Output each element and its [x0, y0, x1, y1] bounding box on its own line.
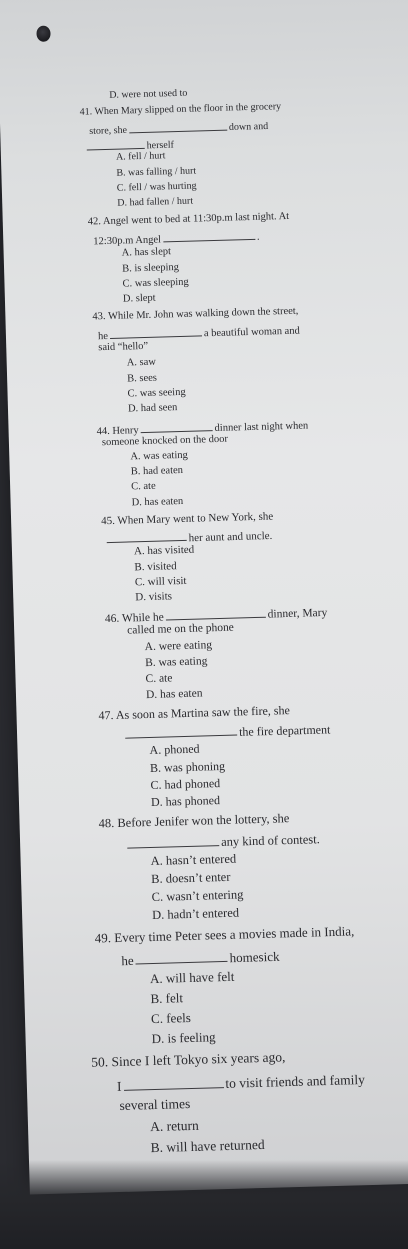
background-shadow — [0, 1160, 408, 1249]
q40-option-d: D. were not used to — [109, 87, 188, 101]
answer-blank — [165, 606, 265, 621]
option-b: B. felt — [150, 990, 184, 1007]
answer-blank — [86, 138, 144, 150]
option-a: A. return — [149, 1117, 200, 1135]
stem-text: 44. Henry — [96, 425, 139, 438]
option-a: A. phoned — [149, 741, 200, 758]
answer-blank — [123, 1074, 223, 1091]
question-stem: 43. While Mr. John was walking down the street, — [92, 305, 299, 323]
option-b: B. visited — [134, 560, 177, 574]
option-d: D. hadn’t entered — [151, 905, 240, 923]
stem-text: dinner, Mary — [267, 606, 328, 621]
option-c: C. was seeing — [127, 386, 186, 400]
option-b: B. doesn’t enter — [150, 869, 231, 887]
option-a: A. hasn’t entered — [150, 851, 237, 869]
stem-text: a beautiful woman and — [203, 325, 300, 340]
stem-text: 46. While he — [104, 611, 164, 626]
question-stem: 42. Angel went to bed at 11:30p.m last night. At — [87, 210, 290, 228]
option-b: B. was eating — [144, 655, 208, 670]
stem-text: the fire department — [238, 722, 331, 739]
question-stem — [89, 118, 268, 136]
question-stem: called me on the phone — [127, 621, 234, 637]
option-c: C. feels — [150, 1009, 191, 1027]
stem-text: dinner last night when — [214, 420, 309, 435]
stem-text: 12:30p.m Angel — [93, 234, 162, 248]
option-b: B. sees — [127, 372, 158, 385]
option-d: D. visits — [135, 590, 173, 604]
question-stem: 48. Before Jenifer won the lottery, she — [98, 811, 290, 831]
question-stem: said “hello” — [98, 340, 149, 354]
answer-blank — [125, 724, 237, 740]
question-stem — [98, 323, 300, 343]
stem-text: he — [97, 330, 109, 343]
question-stem: 47. As soon as Martina saw the fire, she — [98, 703, 290, 723]
answer-blank — [110, 325, 202, 339]
stem-text: any kind of contest. — [220, 832, 320, 849]
option-d: D. had seen — [127, 402, 178, 415]
stem-text: herself — [146, 139, 175, 152]
option-b: B. will have returned — [150, 1136, 265, 1156]
question-stem — [121, 947, 279, 967]
answer-blank — [140, 420, 212, 433]
stem-text: . — [256, 231, 260, 243]
question-stem — [123, 721, 331, 741]
stem-text: down and — [228, 120, 269, 134]
option-c: C. fell / was hurting — [116, 180, 197, 194]
option-a: A. has slept — [121, 246, 172, 259]
option-c: C. wasn’t entering — [151, 887, 244, 905]
option-c: C. ate — [145, 672, 173, 686]
punch-hole — [36, 26, 50, 42]
option-d: D. is feeling — [151, 1029, 216, 1047]
stem-text: I — [116, 1078, 122, 1094]
option-d: D. slept — [122, 292, 156, 305]
answer-blank — [106, 530, 186, 544]
question-stem — [93, 229, 260, 248]
answer-blank — [127, 833, 219, 848]
answer-blank — [163, 229, 255, 243]
option-d: D. has eaten — [145, 687, 203, 702]
option-c: C. had phoned — [150, 776, 221, 792]
stem-text: her aunt and uncle. — [188, 529, 273, 545]
question-stem: 49. Every time Peter sees a movies made in India, — [94, 923, 355, 946]
question-stem: 50. Since I left Tokyo six years ago, — [91, 1049, 286, 1070]
option-c: C. was sleeping — [122, 276, 189, 290]
answer-blank — [129, 120, 227, 133]
question-stem — [125, 830, 320, 851]
option-a: A. saw — [126, 356, 157, 369]
stem-text: to visit friends and family — [225, 1071, 366, 1091]
stem-text: store, she — [89, 124, 128, 137]
stem-text: he — [121, 952, 134, 969]
option-b: B. had eaten — [130, 464, 184, 478]
question-stem — [117, 1070, 365, 1093]
option-a: A. fell / hurt — [115, 150, 166, 163]
question-stem: 45. When Mary went to New York, she — [100, 510, 274, 528]
option-a: A. were eating — [144, 639, 213, 654]
option-d: D. has eaten — [131, 495, 184, 509]
stem-text: homesick — [229, 948, 280, 966]
answer-blank — [135, 949, 227, 965]
question-stem: someone knocked on the door — [101, 433, 229, 449]
option-a: A. has visited — [133, 543, 195, 558]
option-b: B. was phoning — [149, 758, 226, 776]
question-stem: 41. When Mary slipped on the floor in the grocery — [79, 101, 282, 118]
question-stem: several times — [119, 1096, 191, 1113]
option-d: D. has phoned — [150, 793, 221, 809]
option-c: C. will visit — [134, 574, 187, 589]
option-d: D. had fallen / hurt — [117, 195, 194, 209]
option-b: B. is sleeping — [121, 262, 180, 275]
option-b: B. was falling / hurt — [116, 165, 197, 179]
option-c: C. ate — [131, 480, 156, 493]
option-a: A. was eating — [130, 449, 188, 463]
option-a: A. will have felt — [149, 968, 235, 987]
